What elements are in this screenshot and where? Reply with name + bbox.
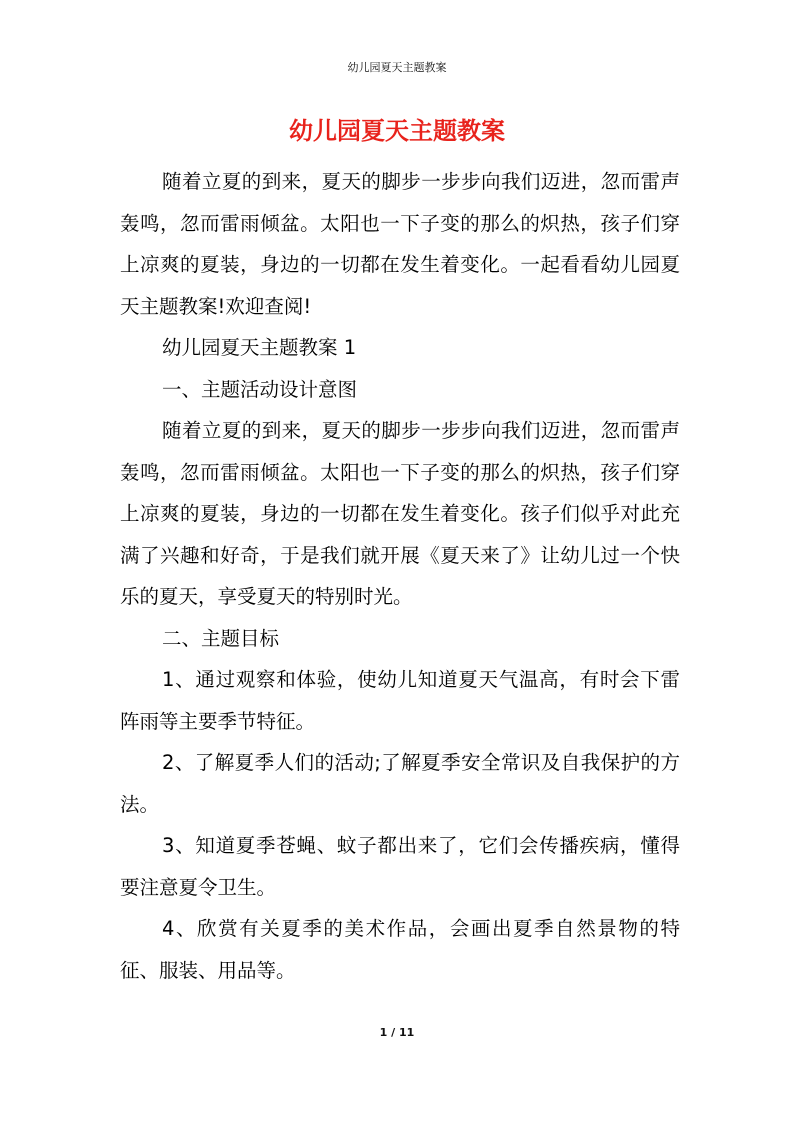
goal-item: 1、通过观察和体验，使幼儿知道夏天气温高，有时会下雷阵雨等主要季节特征。	[120, 668, 680, 733]
goal-item: 3、知道夏季苍蝇、蚊子都出来了，它们会传播疾病，懂得要注意夏令卫生。	[120, 834, 680, 899]
document-body	[120, 161, 680, 991]
running-header: 幼儿园夏天主题教案	[347, 61, 447, 74]
document-title: 幼儿园夏天主题教案	[289, 117, 505, 145]
body-paragraph: 随着立夏的到来，夏天的脚步一步步向我们迈进，忽而雷声轰鸣，忽而雷雨倾盆。太阳也一下子变的那么的炽热，孩子们穿上凉爽的夏装，身边的一切都在发生着变化。孩子们似乎对此充满了兴趣和好奇，于是我们就开展《夏天来了》让幼儿过一个快乐的夏天，享受夏天的特别时光。	[120, 419, 680, 608]
goal-item: 4、欣赏有关夏季的美术作品，会画出夏季自然景物的特征、服装、用品等。	[120, 917, 680, 982]
subsection-heading: 二、主题目标	[162, 626, 280, 650]
section-heading: 幼儿园夏天主题教案 1	[162, 336, 357, 359]
goal-item: 2、了解夏季人们的活动;了解夏季安全常识及自我保护的方法。	[120, 751, 680, 816]
subsection-heading: 一、主题活动设计意图	[162, 377, 358, 401]
intro-paragraph: 随着立夏的到来，夏天的脚步一步步向我们迈进，忽而雷声轰鸣，忽而雷雨倾盆。太阳也一下子变的那么的炽热，孩子们穿上凉爽的夏装，身边的一切都在发生着变化。一起看看幼儿园夏天主题教案!欢迎查阅!	[120, 170, 680, 318]
page-number: 1 / 11	[379, 1026, 415, 1039]
